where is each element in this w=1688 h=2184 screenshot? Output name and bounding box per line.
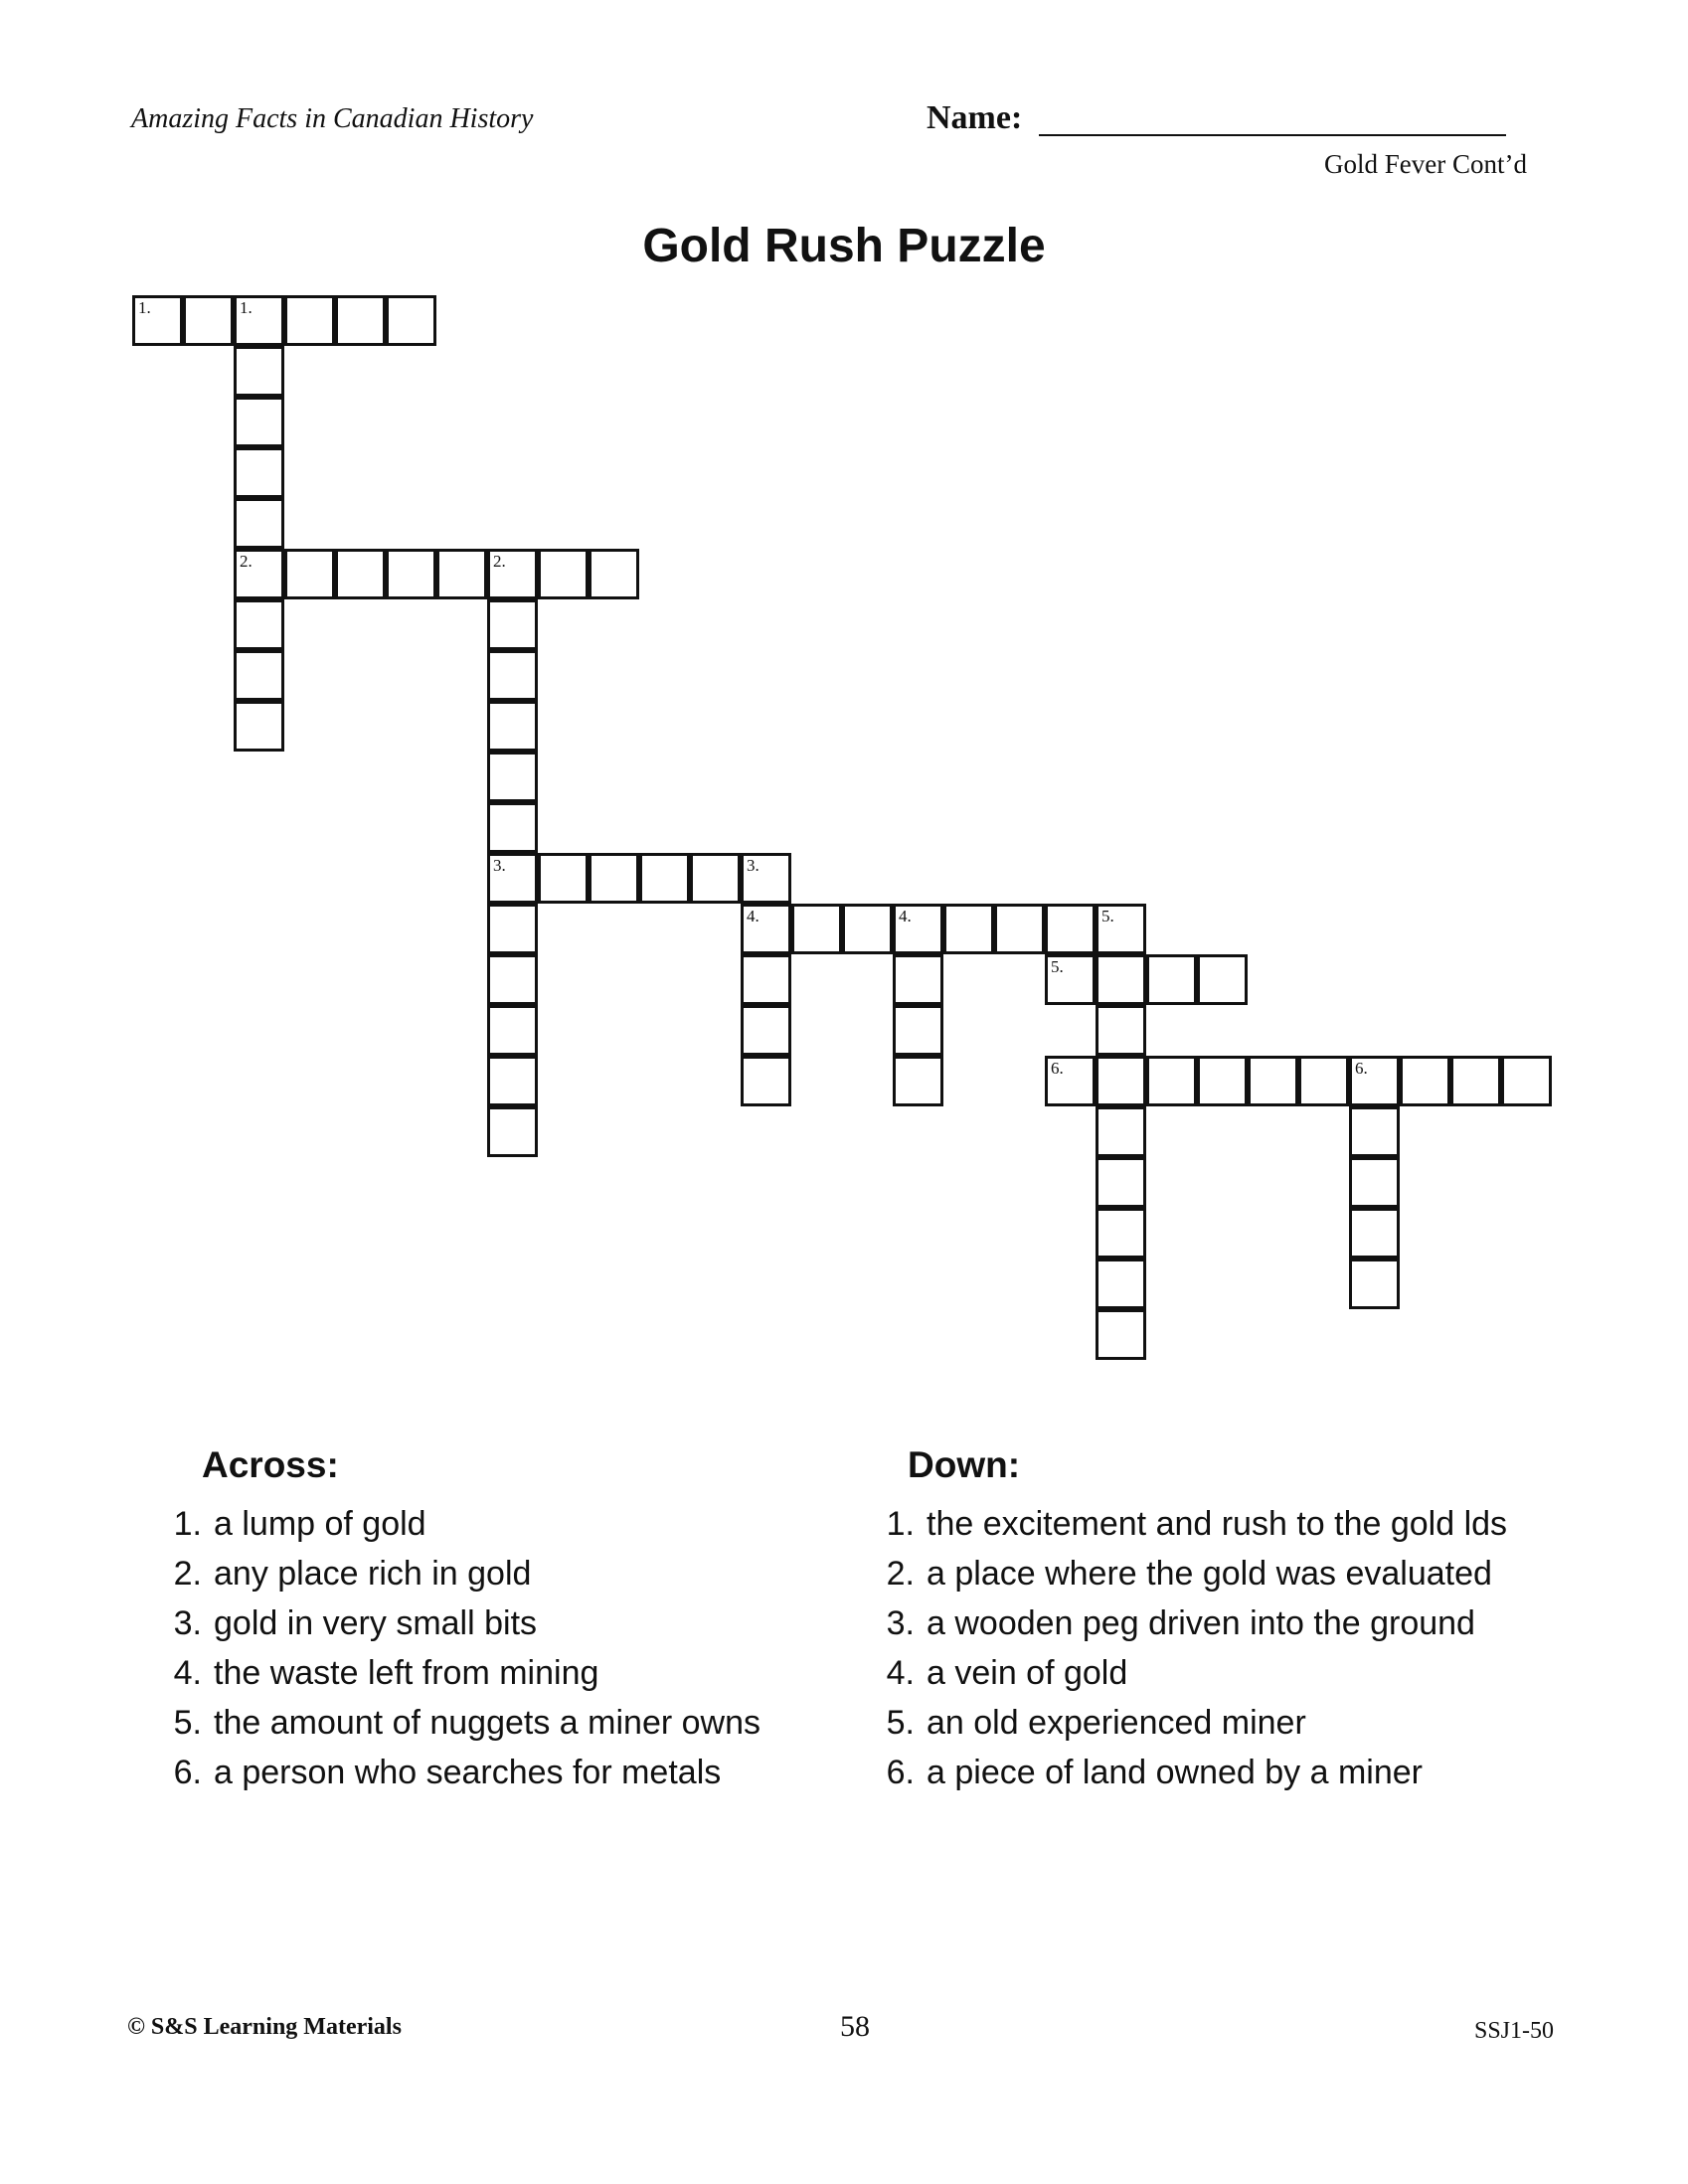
clue-text: a place where the gold was evaluated [927, 1555, 1492, 1593]
crossword-cell[interactable] [284, 295, 335, 346]
crossword-cell[interactable] [1248, 1056, 1298, 1106]
crossword-cell[interactable] [234, 599, 284, 650]
clue-number-label: 5. [1051, 957, 1064, 976]
book-title: Amazing Facts in Canadian History [131, 103, 534, 134]
clue-number: 5. [173, 1704, 202, 1742]
clue-text: the excitement and rush to the gold lds [927, 1505, 1508, 1543]
clue-number: 2. [173, 1555, 202, 1593]
down-clue [857, 1748, 1507, 1797]
clue-number-label: 2. [240, 552, 253, 571]
across-clue-list [144, 1499, 760, 1797]
crossword-cell[interactable] [487, 802, 538, 853]
across-clue [144, 1698, 760, 1748]
crossword-cell[interactable] [1096, 904, 1146, 954]
crossword-cell[interactable] [1096, 1309, 1146, 1360]
crossword-cell[interactable] [1298, 1056, 1349, 1106]
crossword-cell[interactable] [234, 346, 284, 397]
crossword-cell[interactable] [589, 853, 639, 904]
crossword-cell[interactable] [183, 295, 234, 346]
crossword-cell[interactable] [538, 853, 589, 904]
crossword-cell[interactable] [487, 701, 538, 752]
clue-number: 6. [886, 1754, 915, 1791]
crossword-cell[interactable] [893, 904, 943, 954]
down-clue [857, 1648, 1507, 1698]
product-code: SSJ1-50 [1473, 2018, 1554, 2044]
copyright-notice: © S&S Learning Materials [127, 2014, 402, 2040]
crossword-cell[interactable] [386, 295, 436, 346]
crossword-cell[interactable] [791, 904, 842, 954]
crossword-cell[interactable] [893, 1056, 943, 1106]
crossword-cell[interactable] [487, 549, 538, 599]
crossword-cell[interactable] [741, 853, 791, 904]
crossword-cell[interactable] [335, 549, 386, 599]
down-clue-list [857, 1499, 1507, 1797]
across-clue [144, 1748, 760, 1797]
crossword-cell[interactable] [1197, 954, 1248, 1005]
down-clue [857, 1598, 1507, 1648]
clue-number: 5. [886, 1704, 915, 1742]
crossword-cell[interactable] [234, 295, 284, 346]
clue-text: a person who searches for metals [214, 1754, 722, 1791]
crossword-cell[interactable] [1045, 1056, 1096, 1106]
crossword-cell[interactable] [1450, 1056, 1501, 1106]
crossword-cell[interactable] [1096, 1208, 1146, 1259]
crossword-cell[interactable] [1096, 1259, 1146, 1309]
clue-text: the waste left from mining [214, 1654, 599, 1692]
crossword-cell[interactable] [487, 1056, 538, 1106]
clue-number-label: 3. [747, 856, 760, 875]
clue-number-label: 6. [1051, 1059, 1064, 1078]
down-heading: Down: [908, 1444, 1021, 1485]
across-clue [144, 1549, 760, 1598]
clue-number: 1. [886, 1505, 915, 1543]
across-heading: Across: [202, 1444, 339, 1485]
crossword-cell[interactable] [132, 295, 183, 346]
clue-number: 4. [173, 1654, 202, 1692]
clue-text: a lump of gold [214, 1505, 426, 1543]
name-blank-line [1039, 134, 1506, 136]
clue-text: a vein of gold [927, 1654, 1128, 1692]
clue-number-label: 6. [1355, 1059, 1368, 1078]
clue-number: 3. [173, 1604, 202, 1642]
crossword-cell[interactable] [741, 954, 791, 1005]
crossword-cell[interactable] [639, 853, 690, 904]
clue-number-label: 3. [493, 856, 506, 875]
clue-text: a wooden peg driven into the ground [927, 1604, 1475, 1642]
crossword-cell[interactable] [538, 549, 589, 599]
crossword-cell[interactable] [1197, 1056, 1248, 1106]
crossword-cell[interactable] [234, 549, 284, 599]
crossword-cell[interactable] [234, 397, 284, 447]
down-clue [857, 1499, 1507, 1549]
crossword-cell[interactable] [284, 549, 335, 599]
crossword-cell[interactable] [487, 599, 538, 650]
crossword-cell[interactable] [1096, 1157, 1146, 1208]
crossword-cell[interactable] [1349, 1208, 1400, 1259]
name-label: Name: [927, 99, 1023, 136]
clue-text: an old experienced miner [927, 1704, 1306, 1742]
crossword-cell[interactable] [1349, 1056, 1400, 1106]
crossword-cell[interactable] [386, 549, 436, 599]
crossword-cell[interactable] [842, 904, 893, 954]
crossword-cell[interactable] [1096, 1106, 1146, 1157]
crossword-cell[interactable] [335, 295, 386, 346]
clue-text: the amount of nuggets a miner owns [214, 1704, 760, 1742]
crossword-cell[interactable] [1146, 1056, 1197, 1106]
crossword-cell[interactable] [1096, 1056, 1146, 1106]
crossword-cell[interactable] [1146, 954, 1197, 1005]
clue-number: 6. [173, 1754, 202, 1791]
crossword-cell[interactable] [994, 904, 1045, 954]
crossword-cell[interactable] [741, 904, 791, 954]
crossword-cell[interactable] [436, 549, 487, 599]
clue-number-label: 1. [240, 298, 253, 317]
crossword-cell[interactable] [234, 498, 284, 549]
clue-number: 3. [886, 1604, 915, 1642]
clue-number-label: 5. [1101, 907, 1114, 925]
clue-number-label: 4. [899, 907, 912, 925]
section-reference: Gold Fever Cont’d [1324, 149, 1527, 179]
crossword-cell[interactable] [487, 853, 538, 904]
crossword-cell[interactable] [1045, 904, 1096, 954]
crossword-cell[interactable] [690, 853, 741, 904]
crossword-cell[interactable] [487, 904, 538, 954]
crossword-cell[interactable] [1400, 1056, 1450, 1106]
crossword-cell[interactable] [893, 954, 943, 1005]
across-clue [144, 1499, 760, 1549]
crossword-cell[interactable] [487, 954, 538, 1005]
down-clue [857, 1549, 1507, 1598]
crossword-cell[interactable] [234, 447, 284, 498]
clue-text: any place rich in gold [214, 1555, 532, 1593]
crossword-cell[interactable] [1501, 1056, 1552, 1106]
crossword-cell[interactable] [893, 1005, 943, 1056]
clue-text: gold in very small bits [214, 1604, 538, 1642]
crossword-cell[interactable] [741, 1005, 791, 1056]
crossword-cell[interactable] [1349, 1106, 1400, 1157]
crossword-cell[interactable] [487, 752, 538, 802]
crossword-cell[interactable] [487, 1106, 538, 1157]
crossword-cell[interactable] [943, 904, 994, 954]
across-clue [144, 1598, 760, 1648]
crossword-cell[interactable] [1096, 954, 1146, 1005]
crossword-cell[interactable] [487, 1005, 538, 1056]
clue-number: 2. [886, 1555, 915, 1593]
crossword-cell[interactable] [1349, 1157, 1400, 1208]
crossword-cell[interactable] [1349, 1259, 1400, 1309]
crossword-cell[interactable] [589, 549, 639, 599]
crossword-cell[interactable] [741, 1056, 791, 1106]
crossword-cell[interactable] [487, 650, 538, 701]
clue-number: 4. [886, 1654, 915, 1692]
crossword-cell[interactable] [1096, 1005, 1146, 1056]
page-title: Gold Rush Puzzle [642, 220, 1046, 272]
page-number: 58 [840, 2010, 870, 2043]
crossword-cell[interactable] [234, 701, 284, 752]
crossword-cell[interactable] [1045, 954, 1096, 1005]
crossword-cell[interactable] [234, 650, 284, 701]
across-clue [144, 1648, 760, 1698]
clue-number-label: 4. [747, 907, 760, 925]
clue-number-label: 1. [138, 298, 151, 317]
clue-number-label: 2. [493, 552, 506, 571]
clue-number: 1. [173, 1505, 202, 1543]
clue-text: a piece of land owned by a miner [927, 1754, 1423, 1791]
down-clue [857, 1698, 1507, 1748]
